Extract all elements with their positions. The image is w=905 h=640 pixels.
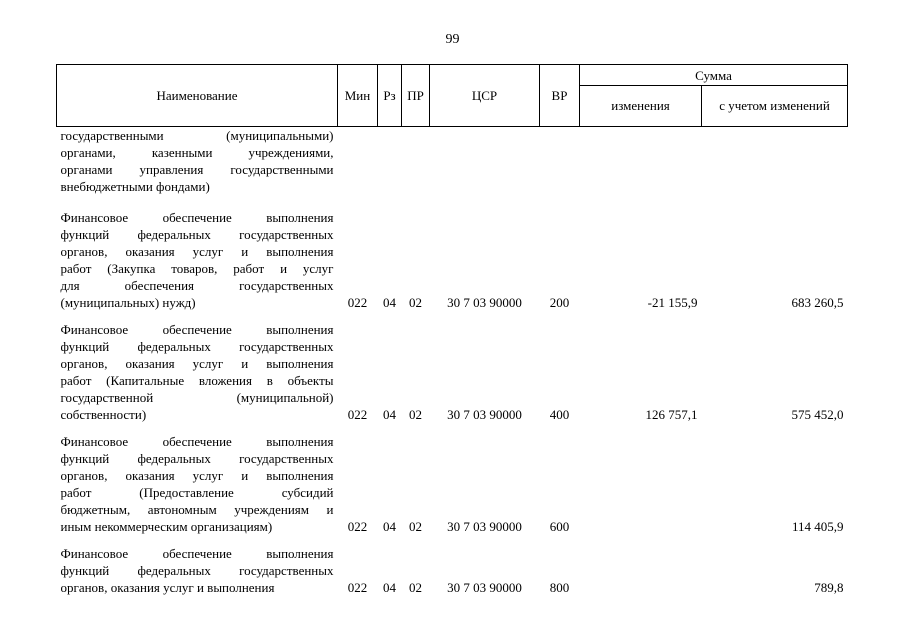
- cell-change: -21 155,9: [647, 295, 698, 310]
- col-header-name: Наименование: [57, 65, 338, 127]
- name-line: органами, казенными учреждениями,: [60, 145, 334, 160]
- cell-min: [338, 127, 378, 210]
- cell-total: 575 452,0: [791, 407, 844, 422]
- cell-vr: 200: [549, 295, 570, 310]
- col-header-sum: Сумма: [580, 65, 848, 86]
- table-row: [57, 127, 848, 210]
- cell-min: 022: [347, 295, 368, 310]
- cell-vr: [540, 127, 580, 210]
- cell-change: [580, 433, 702, 545]
- name-line: иным некоммерческим организациям): [60, 519, 273, 534]
- name-line: функций федеральных государственных: [60, 563, 334, 578]
- cell-csr: 30 7 03 90000: [447, 407, 522, 422]
- cell-rz: [378, 127, 402, 210]
- cell-vr: 800: [549, 580, 570, 595]
- col-header-min: Мин: [338, 65, 378, 127]
- col-header-with-changes: с учетом изменений: [702, 86, 848, 127]
- col-header-csr: ЦСР: [430, 65, 540, 127]
- cell-pr: [402, 127, 430, 210]
- cell-change: [580, 545, 702, 606]
- table-row: [57, 433, 848, 545]
- cell-min: 022: [347, 519, 368, 534]
- name-line: Финансовое обеспечение выполнения: [60, 210, 334, 225]
- name-line: работ (Закупка товаров, работ и услуг: [60, 261, 334, 276]
- cell-csr: 30 7 03 90000: [447, 519, 522, 534]
- cell-name: [57, 209, 338, 321]
- cell-total: 683 260,5: [791, 295, 844, 310]
- name-line: государственными (муниципальными): [60, 128, 334, 143]
- cell-min: 022: [347, 580, 368, 595]
- name-line: государственной (муниципальной): [60, 390, 334, 405]
- name-line: органов, оказания услуг и выполнения: [60, 356, 334, 371]
- cell-pr: 02: [409, 580, 422, 595]
- cell-name: [57, 433, 338, 545]
- name-line: внебюджетными фондами): [60, 179, 210, 194]
- cell-pr: 02: [409, 519, 422, 534]
- cell-rz: 04: [383, 295, 396, 310]
- name-line: функций федеральных государственных: [60, 339, 334, 354]
- cell-vr: 600: [549, 519, 570, 534]
- cell-name: [57, 321, 338, 433]
- name-line: функций федеральных государственных: [60, 227, 334, 242]
- cell-change: [580, 127, 702, 210]
- name-line: Финансовое обеспечение выполнения: [60, 434, 334, 449]
- name-line: органов, оказания услуг и выполнения: [60, 580, 275, 595]
- col-header-change: изменения: [580, 86, 702, 127]
- cell-total: 114 405,9: [791, 519, 844, 534]
- name-line: органами управления государственными: [60, 162, 334, 177]
- cell-pr: 02: [409, 295, 422, 310]
- name-line: органов, оказания услуг и выполнения: [60, 244, 334, 259]
- table-row: [57, 545, 848, 606]
- name-line: для обеспечения государственных: [60, 278, 334, 293]
- cell-name: [57, 127, 338, 210]
- name-line: Финансовое обеспечение выполнения: [60, 322, 334, 337]
- name-line: работ (Капитальные вложения в объекты: [60, 373, 334, 388]
- page-number: 99: [445, 32, 460, 47]
- name-line: бюджетным, автономным учреждениям и: [60, 502, 334, 517]
- cell-min: 022: [347, 407, 368, 422]
- name-line: работ (Предоставление субсидий: [60, 485, 334, 500]
- name-line: Финансовое обеспечение выполнения: [60, 546, 334, 561]
- budget-table: [56, 64, 848, 606]
- cell-csr: 30 7 03 90000: [447, 295, 522, 310]
- col-header-vr: ВР: [540, 65, 580, 127]
- col-header-rz: Рз: [378, 65, 402, 127]
- name-line: (муниципальных) нужд): [60, 295, 196, 310]
- cell-csr: 30 7 03 90000: [447, 580, 522, 595]
- name-line: органов, оказания услуг и выполнения: [60, 468, 334, 483]
- table-row: [57, 209, 848, 321]
- table-row: [57, 321, 848, 433]
- col-header-pr: ПР: [402, 65, 430, 127]
- table-body: [57, 127, 848, 607]
- cell-rz: 04: [383, 580, 396, 595]
- cell-csr: [430, 127, 540, 210]
- name-line: собственности): [60, 407, 147, 422]
- name-line: функций федеральных государственных: [60, 451, 334, 466]
- cell-pr: 02: [409, 407, 422, 422]
- cell-vr: 400: [549, 407, 570, 422]
- cell-name: [57, 545, 338, 606]
- cell-total: [702, 127, 848, 210]
- cell-rz: 04: [383, 407, 396, 422]
- cell-rz: 04: [383, 519, 396, 534]
- cell-total: 789,8: [814, 580, 844, 595]
- cell-change: 126 757,1: [645, 407, 698, 422]
